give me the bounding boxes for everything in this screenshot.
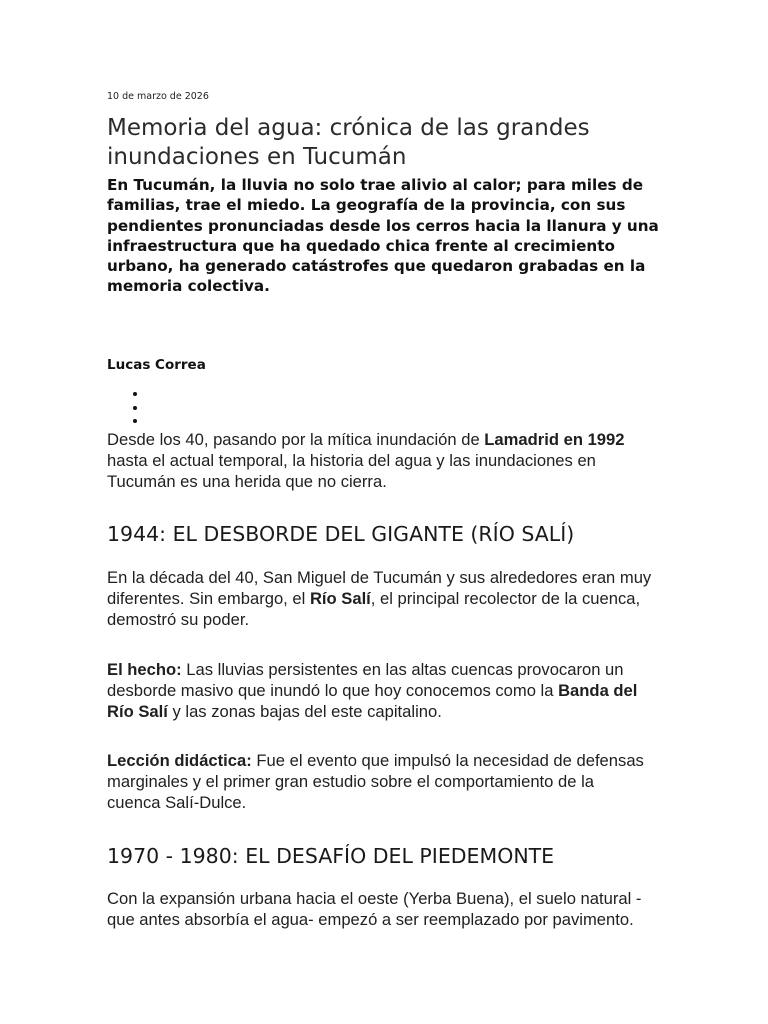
bullet-item xyxy=(107,401,163,415)
intro-paragraph xyxy=(107,430,652,492)
bullet-item xyxy=(107,387,163,401)
s1p1-text-1: En la década del 40, San Miguel de Tucumán y sus alrededores eran muy diferentes. Sin embargo, el xyxy=(107,568,652,608)
empty-bullet-list xyxy=(107,387,163,428)
article-title: Memoria del agua: crónica de las grandes inundaciones en Tucumán xyxy=(107,115,590,170)
author-name[interactable]: Lucas Correa xyxy=(107,357,206,373)
section1-paragraph-1 xyxy=(107,568,652,630)
intro-text-2: hasta el actual temporal, la historia del agua y las inundaciones en Tucumán es una herida que no cierra. xyxy=(107,450,596,491)
article-lead: En Tucumán, la lluvia no solo trae alivio al calor; para miles de familias, trae el miedo. La geografía de la provincia, con sus pendientes pronunciadas desde los cerros hacia la llanura y una infraestructura que ha quedado chica frente al crecimiento urbano, ha generado catástrofes que quedaron grabadas en la memoria colectiva. xyxy=(107,176,659,296)
s1p2-bold-banda: Banda del Río Salí xyxy=(107,680,638,721)
intro-text-1: Desde los 40, pasando por la mítica inundación de xyxy=(107,430,485,449)
section1-paragraph-leccion xyxy=(107,751,652,813)
bullet-item xyxy=(107,414,163,428)
s1p2-text-1: Las lluvias persistentes en las altas cuencas provocaron un desborde masivo que inundó lo que hoy conocemos como la xyxy=(107,660,624,700)
article-date: 10 de marzo de 2026 xyxy=(107,91,209,102)
s1p1-bold-rio-sali: Río Salí xyxy=(309,588,371,608)
section1-paragraph-hecho xyxy=(107,660,652,722)
s1p1-text-2: , el principal recolector de la cuenca, demostró su poder. xyxy=(107,588,641,629)
label-el-hecho: El hecho: xyxy=(107,660,182,679)
section-heading-1970-1980: 1970 - 1980: EL DESAFÍO DEL PIEDEMONTE xyxy=(107,844,555,868)
s1p3-text-1: Fue el evento que impulsó la necesidad de defensas marginales y el primer gran estudio sobre el comportamiento de la cuenca Salí-Dulce. xyxy=(107,751,644,812)
section2-paragraph-1: Con la expansión urbana hacia el oeste (Yerba Buena), el suelo natural -que antes absorbía el agua- empezó a ser reemplazado por pavimento. xyxy=(107,889,642,929)
intro-bold-lamadrid: Lamadrid en 1992 xyxy=(484,430,625,449)
section-heading-1944: 1944: EL DESBORDE DEL GIGANTE (RÍO SALÍ) xyxy=(107,522,575,546)
label-leccion-didactica: Lección didáctica: xyxy=(107,751,252,770)
s1p2-text-2: y las zonas bajas del este capitalino. xyxy=(167,701,442,721)
